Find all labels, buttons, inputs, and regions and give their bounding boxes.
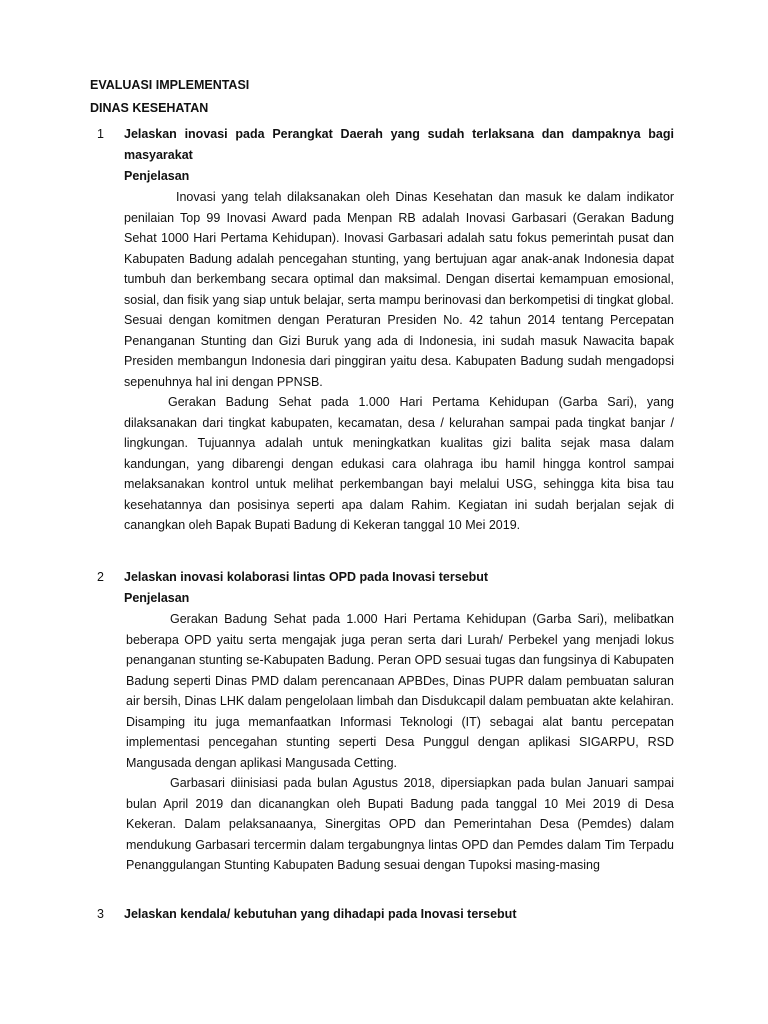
question-text: Jelaskan kendala/ kebutuhan yang dihadapi pada Inovasi tersebut bbox=[124, 907, 517, 921]
paragraph: Inovasi yang telah dilaksanakan oleh Dinas Kesehatan dan masuk ke dalam indikator penilaian Top 99 Inovasi Award pada Menpan RB adalah Inovasi Garbasari (Gerakan Badung Sehat 1000 Hari Pertama Kehidupan). Inovasi Garbasari adalah satu fokus pemerintah pusat dan Kabupaten Badung adalah pencegahan stunting, yang bertujuan agar anak-anak Indonesia dapat tumbuh dan berkembang secara optimal dan maksimal. Dengan disertai kemampuan emosional, sosial, dan fisik yang siap untuk belajar, serta mampu berinovasi dan berkompetisi di tingkat global. Sesuai dengan komitmen dengan Peraturan Presiden No. 42 tahun 2014 tentang Percepatan Penanganan Stunting dan Gizi Buruk yang ada di Indonesia, ini sudah masuk Nawacita bapak Presiden membangun Indonesia dari pinggiran yaitu desa. Kabupaten Badung sudah mengadopsi sepenuhnya hal ini dengan PPNSB. bbox=[124, 190, 674, 389]
document-subtitle: DINAS KESEHATAN bbox=[90, 101, 209, 115]
paragraph: Garbasari diinisiasi pada bulan Agustus 2018, dipersiapkan pada bulan Januari sampai bulan April 2019 dan dicanangkan oleh Bupati Badung pada tanggal 10 Mei 2019 di Desa Kekeran. Dalam pelaksanaanya, Sinergitas OPD dan Pemerintahan Desa (Pemdes) dalam mendukung Garbasari tercermin dalam tergabungnya lintas OPD dan Pemdes dalam Tim Terpadu Penanggulangan Stunting Kabupaten Badung sesuai dengan Tupoksi masing-masing bbox=[126, 776, 674, 872]
section-label: Penjelasan bbox=[124, 169, 190, 183]
question-1-section bbox=[90, 124, 674, 536]
section-label: Penjelasan bbox=[124, 591, 190, 605]
question-text: Jelaskan inovasi pada Perangkat Daerah yang sudah terlaksana dan dampaknya bagi masyarakat bbox=[124, 127, 674, 162]
question-number: 1 bbox=[97, 127, 104, 141]
question-2-section bbox=[90, 567, 674, 876]
question-number: 3 bbox=[97, 907, 104, 921]
question-text: Jelaskan inovasi kolaborasi lintas OPD pada Inovasi tersebut bbox=[124, 570, 489, 584]
document-title: EVALUASI IMPLEMENTASI bbox=[90, 78, 250, 92]
paragraph: Gerakan Badung Sehat pada 1.000 Hari Pertama Kehidupan (Garba Sari), melibatkan beberapa OPD yaitu serta mengajak juga peran serta dari Lurah/ Perbekel yang menjadi lokus penanganan stunting se-Kabupaten Badung. Peran OPD sesuai tugas dan fungsinya di Kabupaten Badung seperti Dinas PMD dalam perencanaan APBDes, Dinas PUPR dalam pembuatan saluran air bersih, Dinas LHK dalam pengelolaan limbah dan Disdukcapil dalam pembuatan akte kelahiran. Disamping itu juga memanfaatkan Informasi Teknologi (IT) sebagai alat bantu percepatan implementasi pencegahan stunting seperti Desa Punggul dengan aplikasi SIGARPU, RSD Mangusada dengan aplikasi Mangusada Cetting. bbox=[126, 612, 674, 770]
question-3-section bbox=[90, 904, 674, 925]
paragraph: Gerakan Badung Sehat pada 1.000 Hari Pertama Kehidupan (Garba Sari), yang dilaksanakan dari tingkat kabupaten, kecamatan, desa / kelurahan sampai pada tingkat banjar / lingkungan. Tujuannya adalah untuk meningkatkan kualitas gizi balita sejak masa dalam kandungan, yang dibarengi dengan edukasi cara olahraga ibu hamil hingga kontrol sampai melaksanakan kontrol untuk melihat perkembangan bayi melalui USG, sehingga kita bisa tau kesehatannya dan posisinya seperti apa dalam Rahim. Kegiatan ini sudah berjalan sejak di canangkan oleh Bapak Bupati Badung di Kekeran tanggal 10 Mei 2019. bbox=[124, 395, 674, 532]
question-number: 2 bbox=[97, 570, 104, 584]
